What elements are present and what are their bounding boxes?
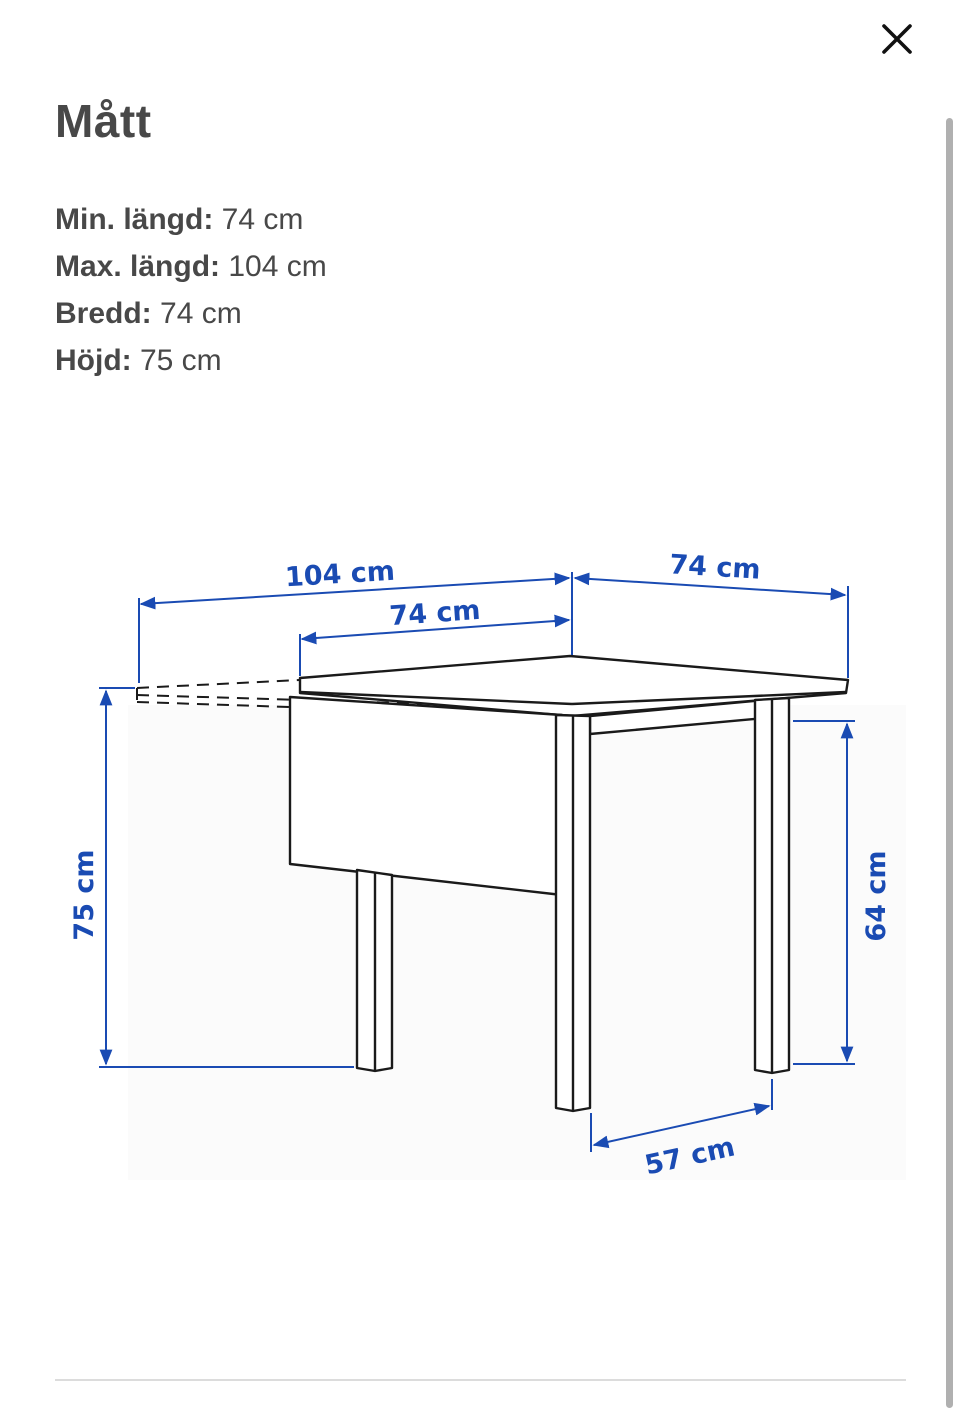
spec-value: 75 cm [131, 344, 222, 377]
dim-label-height: 75 cm [69, 849, 100, 941]
scrollbar[interactable] [946, 118, 953, 1408]
spec-value: 74 cm [151, 297, 242, 330]
spec-label: Max. längd: [55, 250, 221, 283]
spec-value: 104 cm [220, 250, 327, 283]
dim-label-min-length: 74 cm [388, 594, 482, 633]
dim-label-underframe-height: 64 cm [861, 850, 892, 942]
spec-label: Min. längd: [55, 203, 214, 236]
spec-value: 74 cm [213, 203, 304, 236]
dim-label-max-length: 104 cm [284, 555, 396, 594]
spec-label: Höjd: [55, 344, 132, 377]
dim-label-width: 74 cm [668, 549, 762, 586]
page-title: Mått [55, 95, 152, 147]
folded-leaf [290, 697, 562, 895]
spec-label: Bredd: [55, 297, 152, 330]
dim-label-leg-span: 57 cm [642, 1131, 738, 1182]
divider [55, 1379, 906, 1381]
